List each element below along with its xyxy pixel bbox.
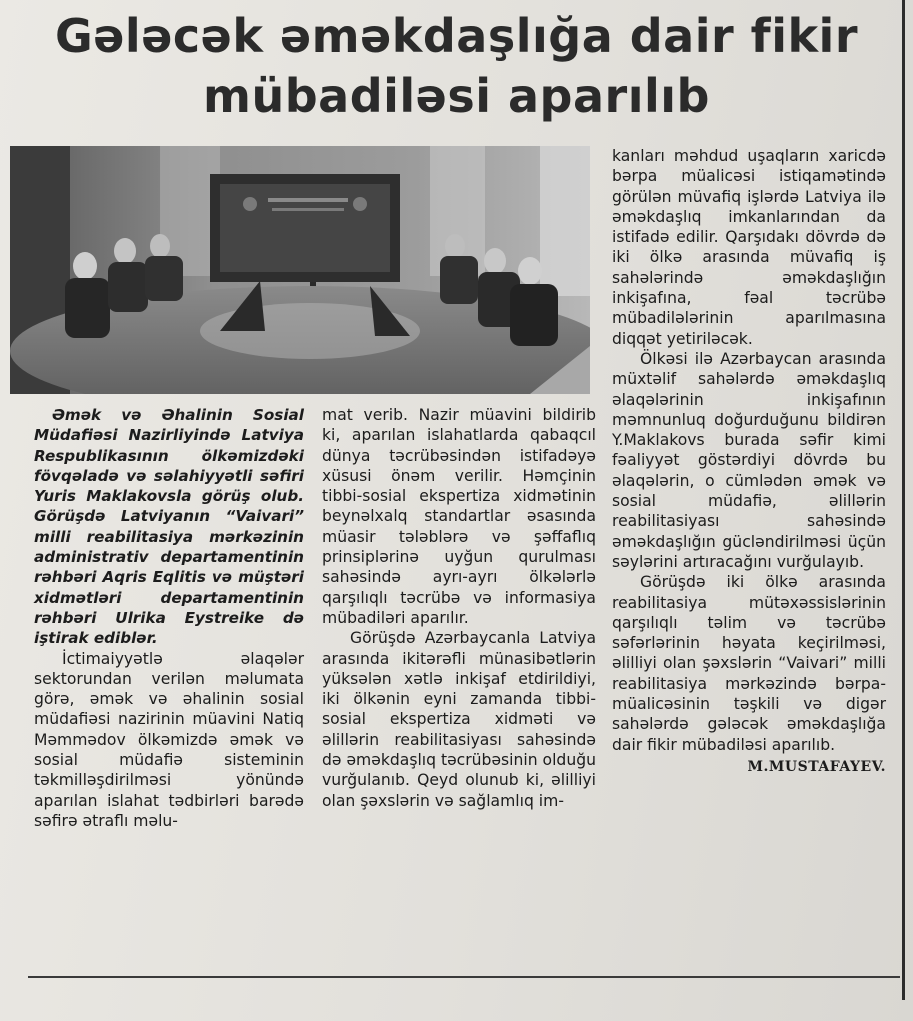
article-paragraph-2: mat verib. Nazir müavini bildirib ki, aparılan islahatlarda qabaqcıl dünya təcrübəsindən istifadəyə xüsusi önəm verilir. Həmçinin tibbi-sosial ekspertiza xidmətinin beynəlxalq standartlar əsasında müasir tələblərə və şəffaflıq prinsiplərinə uyğun qurulması sahəsində ayrı-ayrı ölkələrlə qarşılıqlı təcrübə və informasiya mübadiləri aparılır. — [322, 406, 596, 627]
article-lead: Əmək və Əhalinin Sosial Müdafiəsi Nazirliyində Latviya Respublikasının ölkəmizdəki fövqəladə və səlahiyyətli səfiri Yuris Maklakovsla görüş olub. Görüşdə Latviyanın “Vaivari” milli reabilitasiya mərkəzinin administrativ departamentinin rəhbəri Aqris Eqlitis və müştəri xidmətləri departamentinin rəhbəri Ulrika Eystreike də iştirak ediblər. — [34, 406, 304, 648]
article-headline — [0, 6, 913, 126]
article-paragraph-6: Görüşdə iki ölkə arasında reabilitasiya mütəxəssislərinin qarşılıqlı təlim və təcrübə səfərlərinin həyata keçirilməsi, əlilliyi olan şəxslərin “Vaivari” milli reabilitasiya mərkəzində bərpa-müalicəsinin təşkili və digər sahələrdə gələcək əməkdaşlığa dair fikir mübadiləsi aparılıb. — [612, 573, 886, 754]
article-column-3 — [612, 146, 886, 777]
meeting-photo-graphic — [10, 146, 590, 394]
article-byline: M.MUSTAFAYEV. — [747, 758, 886, 775]
article-paragraph-3: Görüşdə Azərbaycanla Latviya arasında ikitərəfli münasibətlərin yüksələn xətlə inkişaf etdirildiyi, iki ölkənin eyni zamanda tibbi-sosial ekspertiza xidməti və əlillərin reabilitasiyası sahəsində də əməkdaşlıq təcrübəsinin olduğu vurğulanıb. Qeyd olunub ki, əlilliyi olan şəxslərin və sağlamlıq im- — [322, 629, 596, 810]
article-paragraph-1: İctimaiyyətlə əlaqələr sektorundan verilən məlumata görə, əmək və əhalinin sosial müdafiəsi nazirinin müavini Natiq Məmmədov ölkəmizdə əmək və sosial müdafiə sisteminin təkmilləşdirilməsi yönündə aparılan islahat tədbirləri barədə səfirə ətraflı məlu- — [34, 649, 304, 830]
article-column-2 — [322, 405, 596, 811]
article-paragraph-4: kanları məhdud uşaqların xaricdə bərpa müalicəsi istiqamətində görülən müvafiq işlərdə Latviya ilə əməkdaşlıq imkanlarından da istifadə edilir. Qarşıdakı dövrdə də iki ölkə arasında müvafiq iş sahələrində əməkdaşlığın inkişafına, fəal təcrübə mübadilələrinin aparılmasına diqqət yetiriləcək. — [612, 147, 886, 348]
headline-line-2: mübadiləsi aparılıb — [203, 69, 710, 123]
headline-line-1: Gələcək əməkdaşlığa dair fikir — [54, 9, 859, 63]
article-column-1 — [34, 405, 304, 831]
bottom-rule — [28, 976, 900, 978]
article-paragraph-5: Ölkəsi ilə Azərbaycan arasında müxtəlif sahələrdə əməkdaşlıq əlaqələrinin inkişafının məmnunluq doğurduğunu bildirən Y.Maklakovs burada səfir kimi fəaliyyət göstərdiyi dövrdə bu əlaqələrin, o cümlədən əmək və sosial müdafiə, əlillərin reabilitasiyası sahəsində əməkdaşlığın gücləndirilməsi üçün səylərini artıracağını vurğulayıb. — [612, 349, 886, 571]
meeting-photo — [10, 146, 590, 394]
page-edge-shadow — [902, 0, 905, 1000]
